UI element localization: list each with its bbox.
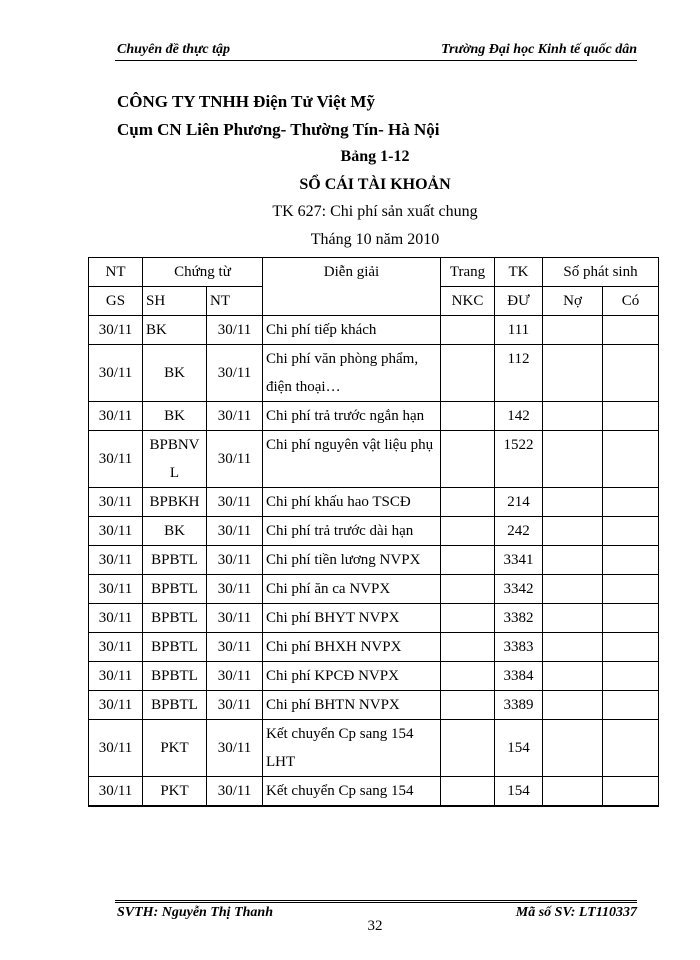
cell-trang [441,431,495,488]
page-number: 32 [367,918,383,934]
cell-co [603,691,659,720]
cell-sh: BPBTL [143,575,207,604]
cell-sh: BK [143,316,207,345]
cell-trang [441,777,495,806]
blank-cell [441,806,495,807]
cell-nt: 30/11 [207,316,263,345]
cell-nt: 30/11 [207,431,263,488]
cell-desc: Chi phí BHTN NVPX [263,691,441,720]
cell-nt: 30/11 [207,777,263,806]
col-so-phat-sinh: Số phát sinh [543,258,659,287]
table-row [89,777,659,806]
cell-sh: BPBTL [143,662,207,691]
cell-desc: Chi phí trả trước dài hạn [263,517,441,546]
cell-no [543,488,603,517]
account-line: TK 627: Chi phí sản xuất chung [272,203,478,220]
cell-nt: 30/11 [207,517,263,546]
cell-trang [441,662,495,691]
cell-co [603,517,659,546]
cell-co [603,546,659,575]
cell-ntgs: 30/11 [89,777,143,806]
table-row [89,517,659,546]
cell-desc: Chi phí tiền lương NVPX [263,546,441,575]
header-row-1 [89,258,659,287]
col-nt-top: NT [89,258,143,287]
cell-desc: Chi phí ăn ca NVPX [263,575,441,604]
cell-sh: BK [143,517,207,546]
cell-tk: 214 [495,488,543,517]
cell-nt: 30/11 [207,662,263,691]
table-number: Bảng 1-12 [340,148,410,165]
cell-ntgs: 30/11 [89,720,143,777]
footer-rule-2 [115,902,637,903]
cell-trang [441,517,495,546]
cell-co [603,662,659,691]
cell-ntgs: 30/11 [89,316,143,345]
cell-no [543,517,603,546]
cell-nt: 30/11 [207,720,263,777]
cell-trang [441,402,495,431]
cell-desc: Kết chuyển Cp sang 154 LHT [263,720,441,777]
blank-cell [543,806,603,807]
col-trang-top: Trang [441,258,495,287]
cell-nt: 30/11 [207,691,263,720]
col-trang-bottom: NKC [441,287,495,316]
cell-co [603,488,659,517]
cell-nt: 30/11 [207,345,263,402]
footer-left: SVTH: Nguyễn Thị Thanh [117,905,273,920]
cell-no [543,691,603,720]
cell-nt: 30/11 [207,604,263,633]
table-row [89,345,659,402]
cell-desc: Chi phí tiếp khách [263,316,441,345]
cell-co [603,345,659,402]
cell-sh: BPBNVL [143,431,207,488]
cell-sh: BPBTL [143,604,207,633]
cell-trang [441,633,495,662]
cell-tk: 154 [495,777,543,806]
cell-trang [441,316,495,345]
cell-trang [441,546,495,575]
cell-co [603,604,659,633]
col-no: Nợ [543,287,603,316]
cell-trang [441,575,495,604]
cell-ntgs: 30/11 [89,604,143,633]
col-tk-bottom: ĐƯ [495,287,543,316]
cell-desc: Chi phí nguyên vật liệu phụ [263,431,441,488]
cell-ntgs: 30/11 [89,431,143,488]
cell-tk: 142 [495,402,543,431]
cell-nt: 30/11 [207,546,263,575]
cell-co [603,316,659,345]
col-co: Có [603,287,659,316]
cell-no [543,546,603,575]
company-name: CÔNG TY TNHH Điện Tử Việt Mỹ [117,92,375,111]
cell-ntgs: 30/11 [89,662,143,691]
ledger-table [88,257,659,807]
cell-no [543,345,603,402]
table-row [89,316,659,345]
cell-no [543,431,603,488]
cell-nt: 30/11 [207,402,263,431]
cell-ntgs: 30/11 [89,546,143,575]
cell-tk: 3389 [495,691,543,720]
cell-sh: PKT [143,777,207,806]
cell-tk: 3382 [495,604,543,633]
cell-no [543,575,603,604]
table-row [89,431,659,488]
cell-desc: Chi phí văn phòng phẩm, điện thoại… [263,345,441,402]
blank-cell [495,806,543,807]
cell-no [543,662,603,691]
cell-co [603,402,659,431]
cell-sh: BPBTL [143,546,207,575]
cell-tk: 3341 [495,546,543,575]
cell-trang [441,604,495,633]
period-line: Tháng 10 năm 2010 [310,231,440,248]
footer-rule [115,900,637,901]
blank-cell [603,806,659,807]
cell-ntgs: 30/11 [89,575,143,604]
col-tk-top: TK [495,258,543,287]
cell-co [603,431,659,488]
table-row-blank [89,806,659,807]
cell-tk: 242 [495,517,543,546]
cell-desc: Chi phí BHXH NVPX [263,633,441,662]
table-row [89,633,659,662]
cell-tk: 3383 [495,633,543,662]
blank-cell [89,806,143,807]
col-nt: NT [207,287,263,316]
table-row [89,575,659,604]
cell-sh: BK [143,402,207,431]
table-row [89,691,659,720]
cell-sh: BK [143,345,207,402]
col-sh: SH [143,287,207,316]
cell-desc: Chi phí BHYT NVPX [263,604,441,633]
col-nt-bottom: GS [89,287,143,316]
cell-desc: Kết chuyển Cp sang 154 [263,777,441,806]
cell-tk: 1522 [495,431,543,488]
cell-no [543,316,603,345]
cell-no [543,604,603,633]
cell-trang [441,691,495,720]
cell-tk: 112 [495,345,543,402]
cell-ntgs: 30/11 [89,633,143,662]
col-dien-giai: Diễn giải [263,258,441,316]
table-row [89,662,659,691]
cell-co [603,777,659,806]
cell-nt: 30/11 [207,575,263,604]
cell-tk: 3342 [495,575,543,604]
cell-sh: PKT [143,720,207,777]
table-row [89,546,659,575]
cell-ntgs: 30/11 [89,517,143,546]
cell-trang [441,345,495,402]
cell-desc: Chi phí trả trước ngắn hạn [263,402,441,431]
cell-sh: BPBKH [143,488,207,517]
cell-ntgs: 30/11 [89,402,143,431]
cell-tk: 3384 [495,662,543,691]
cell-trang [441,488,495,517]
cell-ntgs: 30/11 [89,691,143,720]
cell-sh: BPBTL [143,633,207,662]
blank-cell [207,806,263,807]
cell-nt: 30/11 [207,633,263,662]
blank-cell [263,806,441,807]
blank-cell [143,806,207,807]
table-row [89,720,659,777]
cell-no [543,633,603,662]
col-chung-tu: Chứng từ [143,258,263,287]
cell-ntgs: 30/11 [89,488,143,517]
table-row [89,402,659,431]
cell-desc: Chi phí khấu hao TSCĐ [263,488,441,517]
footer-right: Mã số SV: LT110337 [515,905,637,920]
table-row [89,488,659,517]
cell-no [543,720,603,777]
cell-tk: 111 [495,316,543,345]
table-row [89,604,659,633]
cell-sh: BPBTL [143,691,207,720]
cell-desc: Chi phí KPCĐ NVPX [263,662,441,691]
cell-co [603,633,659,662]
report-title: SỔ CÁI TÀI KHOẢN [299,176,451,193]
cell-ntgs: 30/11 [89,345,143,402]
cell-co [603,720,659,777]
cell-no [543,402,603,431]
header-rule [115,60,637,61]
cell-nt: 30/11 [207,488,263,517]
header-left: Chuyên đề thực tập [117,42,231,57]
header-right: Trường Đại học Kinh tế quốc dân [441,42,637,57]
cell-co [603,575,659,604]
company-address: Cụm CN Liên Phương- Thường Tín- Hà Nội [117,120,440,139]
cell-trang [441,720,495,777]
cell-tk: 154 [495,720,543,777]
cell-no [543,777,603,806]
